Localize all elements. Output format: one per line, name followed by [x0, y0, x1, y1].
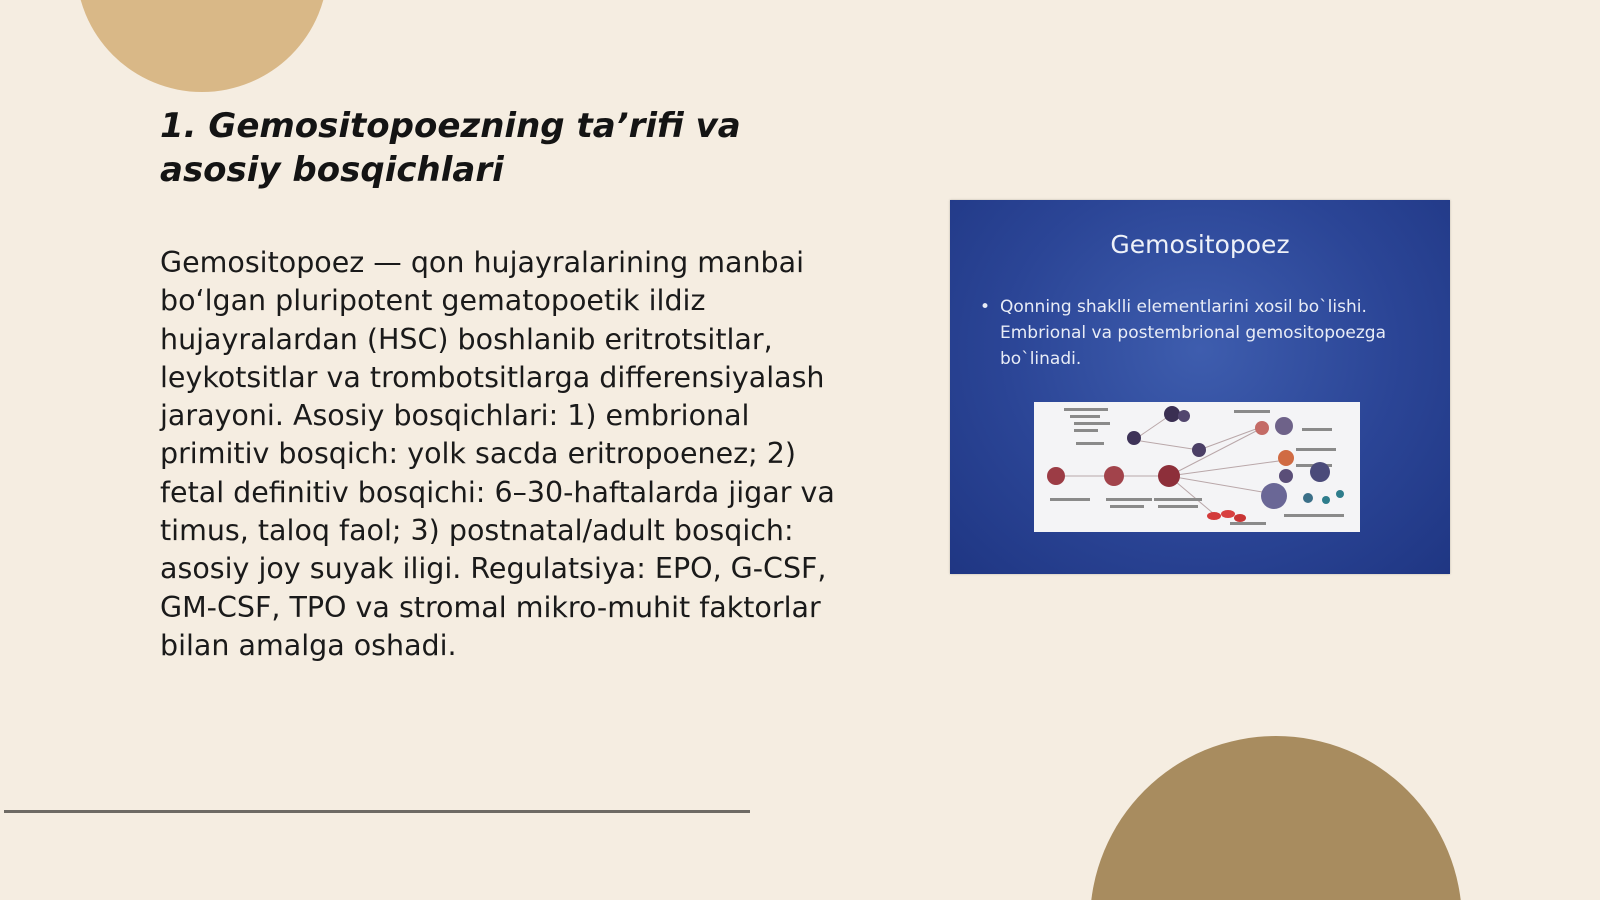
- divider-line: [4, 810, 750, 813]
- inset-bullet-text: Qonning shaklli elementlarini xosil bo`lishi. Embrional va postembrional gemositopoezga bo`linadi.: [1000, 297, 1387, 369]
- bullet-icon: •: [980, 297, 991, 317]
- decorative-circle-bottom: [1090, 736, 1462, 900]
- hematopoiesis-diagram: [1034, 402, 1360, 532]
- slide-title: 1. Gemositopoezning ta’rifi va asosiy bosqichlari: [160, 106, 741, 190]
- slide-body-text: Gemositopoez — qon hujayralarining manbai bo‘lgan pluripotent gematopoetik ildiz hujayralardan (HSC) boshlanib eritrotsitlar, leykotsitlar va trombotsitlarga differensiyalash jarayoni. Asosiy bosqichlari: 1) embrional primitiv bosqich: yolk sacda eritropoenez; 2) fetal definitiv bosqichi: 6–30-haftalarda jigar va timus, taloq faol; 3) postnatal/adult bosqich: asosiy joy suyak iligi. Regulatsiya: EPO, G-CSF, GM-CSF, TPO va stromal mikro-muhit faktorlar bilan amalga oshadi.: [160, 246, 835, 662]
- inset-title: Gemositopoez: [1110, 230, 1290, 259]
- inset-slide-image: [950, 200, 1450, 574]
- decorative-circle-top: [76, 0, 328, 92]
- inset-bullet: [980, 294, 1430, 372]
- cell-lineage-diagram-icon: [1034, 402, 1360, 532]
